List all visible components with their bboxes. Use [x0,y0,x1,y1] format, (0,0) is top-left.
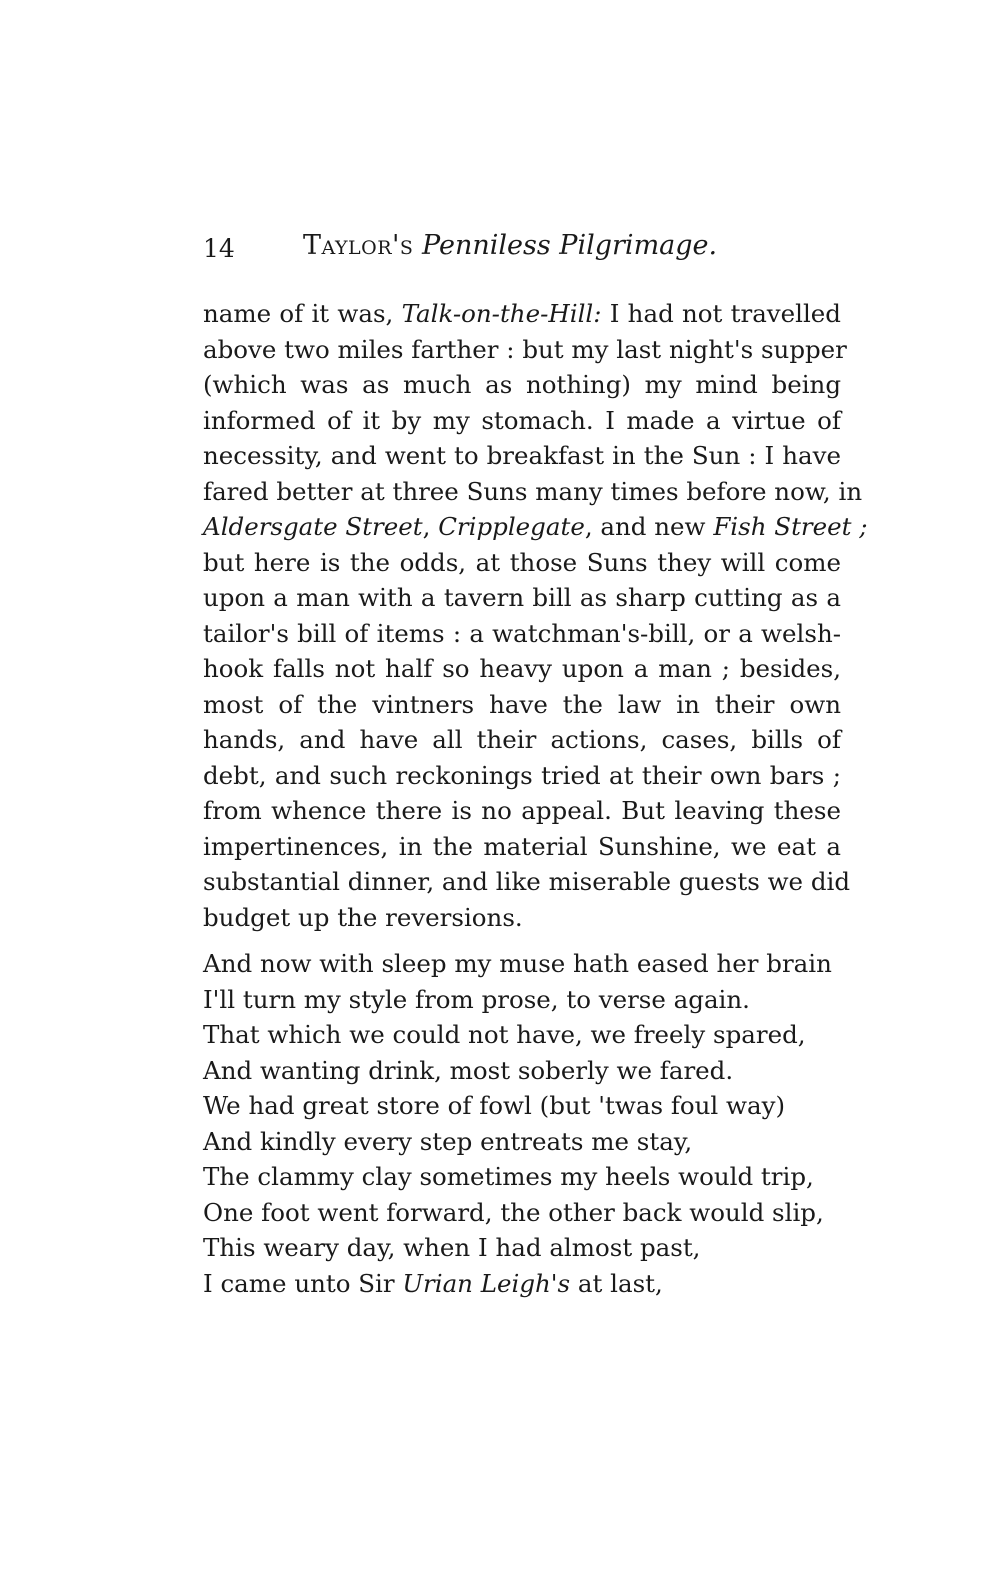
verse-line: And now with sleep my muse hath eased her brain [203,949,832,978]
verse-line: We had great store of fowl (but 'twas foul way) [203,1091,786,1120]
text-line: hook falls not half so heavy upon a man ; besides, [203,654,841,683]
text-line: upon a man with a tavern bill as sharp cutting as a [203,583,841,612]
text-line: most of the vintners have the law in their own [203,689,841,719]
text-line: hands, and have all their actions, cases, bills of [203,725,841,754]
verse-line: And wanting drink, most soberly we fared. [203,1055,734,1085]
text-line: but here is the odds, at those Suns they will come [203,547,841,577]
text-line: debt, and such reckonings tried at their own bars ; [203,760,841,790]
text-line: name of it was, Talk-on-the-Hill: I had not travelled [203,299,841,328]
text-line: fared better at three Suns many times before now, in [203,476,863,506]
person-name: Urian Leigh's [402,1268,571,1298]
prose-paragraph [203,296,868,935]
text-line: Aldersgate Street, Cripplegate, and new Fish Street ; [203,512,868,541]
running-title [303,230,717,261]
verse-line: I'll turn my style from prose, to verse again. [203,984,750,1014]
text-line: (which was as much as nothing) my mind being [203,370,841,399]
verse-line: And kindly every step entreats me stay, [203,1126,693,1156]
verse-line: That which we could not have, we freely spared, [203,1020,806,1049]
text-line: above two miles farther : but my last night's supper [203,334,847,364]
text-line: from whence there is no appeal. But leaving these [203,796,841,825]
text-line: informed of it by my stomach. I made a virtue of [203,405,841,435]
running-title-author: Taylor's [303,230,414,261]
place-name: Cripplegate [438,512,585,541]
running-head [203,226,843,266]
verse-line: One foot went forward, the other back would slip, [203,1197,824,1227]
verse-line: I came unto Sir Urian Leigh's at last, [203,1268,663,1298]
running-title-work: Penniless Pilgrimage. [422,230,718,261]
text-line: substantial dinner, and like miserable guests we did [203,867,851,896]
place-name: Aldersgate Street [203,512,423,541]
verse-line: This weary day, when I had almost past, [203,1233,701,1262]
verse-line: The clammy clay sometimes my heels would trip, [203,1162,814,1191]
verse-passage [203,946,863,1301]
text-line: tailor's bill of items : a watchman's-bill, or a welsh- [203,618,841,648]
page-number: 14 [203,234,235,263]
place-name: Talk-on-the-Hill: [401,299,602,328]
text-line: impertinences, in the material Sunshine, we eat a [203,831,841,861]
text-line: budget up the reversions. [203,902,523,932]
text-line: necessity, and went to breakfast in the Sun : I have [203,441,841,470]
place-name: Fish Street ; [713,512,868,541]
